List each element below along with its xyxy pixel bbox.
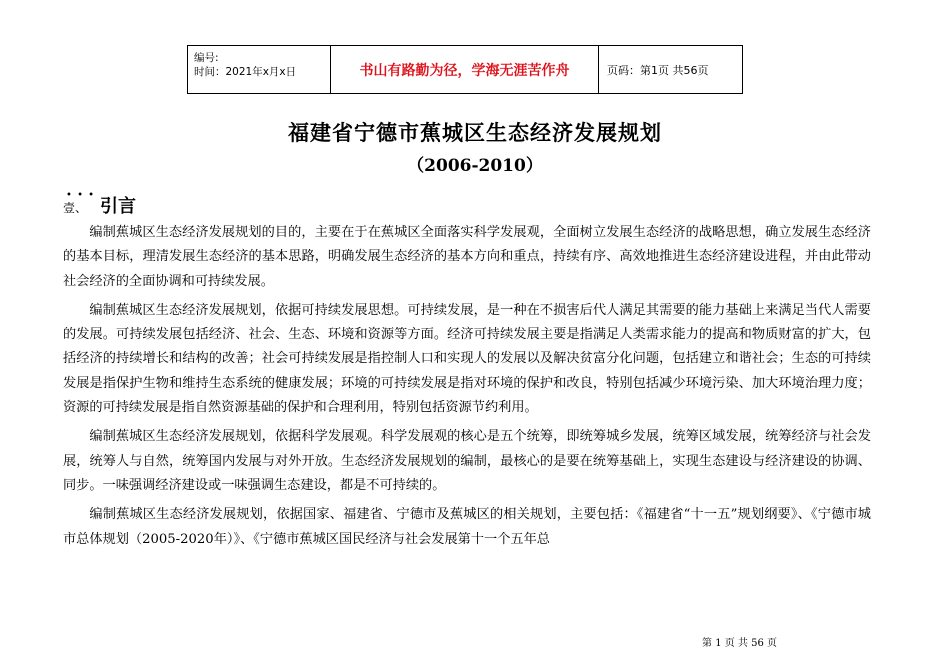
- document-title: 福建省宁德市蕉城区生态经济发展规划: [288, 121, 662, 145]
- document-header-table: [187, 45, 743, 94]
- paragraph: 编制蕉城区生态经济发展规划的目的，主要在于在蕉城区全面落实科学发展观，全面树立发展生态经济的战略思想，确立发展生态经济的基本目标，理清发展生态经济的基本思路，明确发展生态经济的基本方向和重点，持续有序、高效地推进生态经济建设进程，并由此带动社会经济的全面协调和可持续发展。: [63, 225, 871, 289]
- paragraph: 编制蕉城区生态经济发展规划，依据科学发展观。科学发展观的核心是五个统筹，即统筹城乡发展，统筹区域发展，统筹经济与社会发展，统筹人与自然，统筹国内发展与对外开放。生态经济发展规划的编制，最核心的是要在统筹基础上，实现生态建设与经济建设的协调、同步。一味强调经济建设或一味强调生态建设，都是不可持续的。: [63, 429, 871, 493]
- header-motto-cell: [331, 46, 599, 93]
- paragraph: 编制蕉城区生态经济发展规划，依据国家、福建省、宁德市及蕉城区的相关规划，主要包括：《福建省“十一五”规划纲要》、《宁德市城市总体规划（2005-2020年）》、《宁德市蕉城区国民经济与社会发展第十一个五年总: [63, 507, 871, 547]
- header-page-cell: [599, 46, 742, 93]
- paragraph: 编制蕉城区生态经济发展规划，依据可持续发展思想。可持续发展，是一种在不损害后代人满足其需要的能力基础上来满足当代人需要的发展。可持续发展包括经济、社会、生态、环境和资源等方面。经济可持续发展主要是指满足人类需求能力的提高和物质财富的扩大，包括经济的持续增长和结构的改善；社会可持续发展是指控制人口和实现人的发展以及解决贫富分化问题，包括建立和谐社会；生态的可持续发展是指保护生物和维持生态系统的健康发展；环境的可持续发展是指对环境的保护和改良，特别包括减少环境污染、加大环境治理力度；资源的可持续发展是指自然资源基础的保护和合理利用，特别包括资源节约利用。: [63, 302, 871, 416]
- motto-text: 书山有路勤为径，学海无涯苦作舟: [359, 62, 570, 79]
- document-subtitle: （2006-2010）: [407, 156, 543, 176]
- section-number-text: 壹、: [63, 201, 88, 215]
- section-title: 引言: [100, 196, 136, 217]
- page-info: 页码：第1页 共56页: [607, 63, 709, 77]
- section-heading: [63, 192, 136, 218]
- header-meta-cell: [188, 46, 331, 93]
- number-label: 编号:: [194, 52, 219, 64]
- section-number: [63, 190, 100, 216]
- section-dots: • • •: [66, 190, 96, 201]
- page-footer: 第 1 页 共 56 页: [702, 638, 777, 649]
- body-text: [63, 221, 871, 557]
- time-label: 时间：2021年x月x日: [194, 66, 297, 78]
